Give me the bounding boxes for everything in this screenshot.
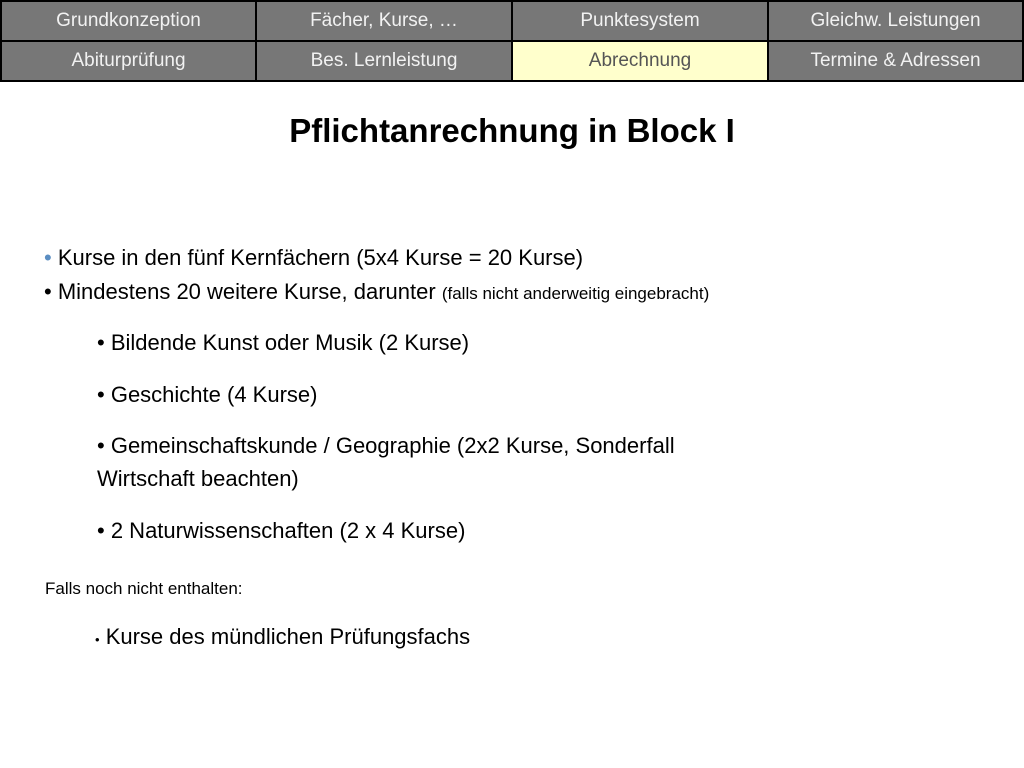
nav-gleichw-leistungen[interactable]: Gleichw. Leistungen bbox=[769, 2, 1022, 40]
mindestens-note: (falls nicht anderweitig eingebracht) bbox=[441, 284, 710, 303]
bullet-icon: • bbox=[95, 632, 100, 647]
list-item-mindestens: • Mindestens 20 weitere Kurse, darunter (falls nicht anderweitig eingebracht) bbox=[44, 279, 710, 304]
list-item-muendlich: • Kurse des mündlichen Prüfungsfachs bbox=[95, 624, 471, 649]
nav-punktesystem[interactable]: Punktesystem bbox=[513, 2, 767, 40]
list-item-gemeinschaftskunde: • Gemeinschaftskunde / Geographie (2x2 Kurse, Sonderfall bbox=[97, 433, 675, 458]
bullet-icon: • bbox=[97, 518, 105, 543]
nav-bes-lernleistung[interactable]: Bes. Lernleistung bbox=[257, 42, 511, 80]
nav-grundkonzeption[interactable]: Grundkonzeption bbox=[2, 2, 255, 40]
bullet-icon: • bbox=[44, 245, 52, 270]
list-item-geschichte: • Geschichte (4 Kurse) bbox=[97, 382, 318, 407]
bullet-icon: • bbox=[44, 279, 52, 304]
list-item-kernfaecher: • Kurse in den fünf Kernfächern (5x4 Kurse = 20 Kurse) bbox=[44, 245, 584, 270]
nav-abiturpruefung[interactable]: Abiturprüfung bbox=[2, 42, 255, 80]
list-item-kunst: • Bildende Kunst oder Musik (2 Kurse) bbox=[97, 330, 470, 355]
falls-heading: Falls noch nicht enthalten: bbox=[45, 579, 243, 598]
bullet-icon: • bbox=[97, 433, 105, 458]
nav-faecher-kurse[interactable]: Fächer, Kurse, … bbox=[257, 2, 511, 40]
list-item-naturwissenschaften: • 2 Naturwissenschaften (2 x 4 Kurse) bbox=[97, 518, 466, 543]
top-navigation bbox=[0, 0, 1024, 82]
nav-termine-adressen[interactable]: Termine & Adressen bbox=[769, 42, 1022, 80]
bullet-icon: • bbox=[97, 382, 105, 407]
bullet-icon: • bbox=[97, 330, 105, 355]
page-title: Pflichtanrechnung in Block I bbox=[289, 112, 735, 149]
nav-abrechnung[interactable]: Abrechnung bbox=[513, 42, 767, 80]
list-item-gemeinschaftskunde-cont: Wirtschaft beachten) bbox=[97, 466, 299, 491]
